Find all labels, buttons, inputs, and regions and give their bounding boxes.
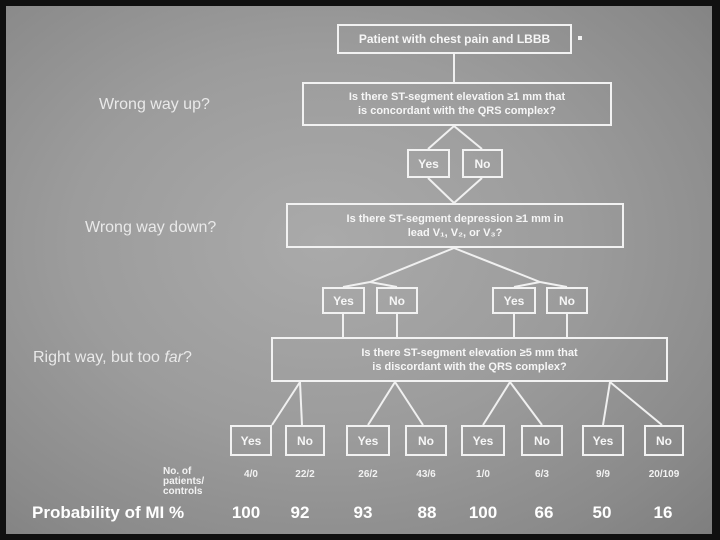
count-cell: 43/6 [416,469,436,480]
probability-value: 92 [290,503,310,522]
question-1-node: Is there ST-segment elevation ≥1 mm that is concordant with the QRS complex? [302,82,612,126]
leaf-yes-1: Yes [230,425,272,456]
connector [483,382,510,425]
q2-no-node-right: No [546,287,588,314]
probability-value: 16 [653,503,673,522]
connector [428,178,454,203]
q1-yes-node: Yes [407,149,450,178]
q1-no-node: No [462,149,503,178]
side-question-text: Right way, but too [33,349,165,366]
side-question-emphasis: far [164,349,183,366]
leaf-no-2: No [405,425,447,456]
count-cell: 9/9 [596,469,610,480]
count-cell: 26/2 [358,469,378,480]
probability-value: 100 [468,503,498,522]
connector [395,382,423,425]
leaf-yes-4: Yes [582,425,624,456]
q2-yes-node-left: Yes [322,287,365,314]
side-question-mark: ? [183,349,192,366]
probability-title: Probability of MI % [32,503,185,522]
root-node: Patient with chest pain and LBBB [337,24,572,54]
probability-value: 100 [231,503,261,522]
leaf-yes-3: Yes [461,425,505,456]
probability-value: 88 [417,503,437,522]
connector [454,126,482,149]
leaf-no-1: No [285,425,325,456]
connector [454,248,540,282]
question-2-node: Is there ST-segment depression ≥1 mm in lead V₁, V₂, or V₃? [286,203,624,248]
count-cell: 1/0 [476,469,490,480]
connector [510,382,542,425]
side-question-wrong-way-down: Wrong way down? [85,219,217,236]
side-question-wrong-way-up: Wrong way up? [99,96,210,113]
connector [428,126,454,149]
count-cell: 22/2 [295,469,315,480]
connector [368,382,395,425]
counts-label: No. of patients/ controls [163,466,205,497]
leaf-no-3: No [521,425,563,456]
connector [370,248,454,282]
connector [272,382,300,425]
q2-yes-node-right: Yes [492,287,536,314]
speck-mark [578,36,582,40]
question-3-node: Is there ST-segment elevation ≥5 mm that is discordant with the QRS complex? [271,337,668,382]
leaf-yes-2: Yes [346,425,390,456]
q2-no-node-left: No [376,287,418,314]
connector [610,382,662,425]
count-cell: 6/3 [535,469,549,480]
leaf-no-4: No [644,425,684,456]
connector [454,178,482,203]
connector [300,382,302,425]
probability-value: 50 [592,503,612,522]
connector [603,382,610,425]
count-cell: 4/0 [244,469,258,480]
probability-value: 66 [534,503,554,522]
count-cell: 20/109 [648,469,680,480]
side-question-right-way-too-far [33,349,192,367]
probability-value: 93 [353,503,373,522]
